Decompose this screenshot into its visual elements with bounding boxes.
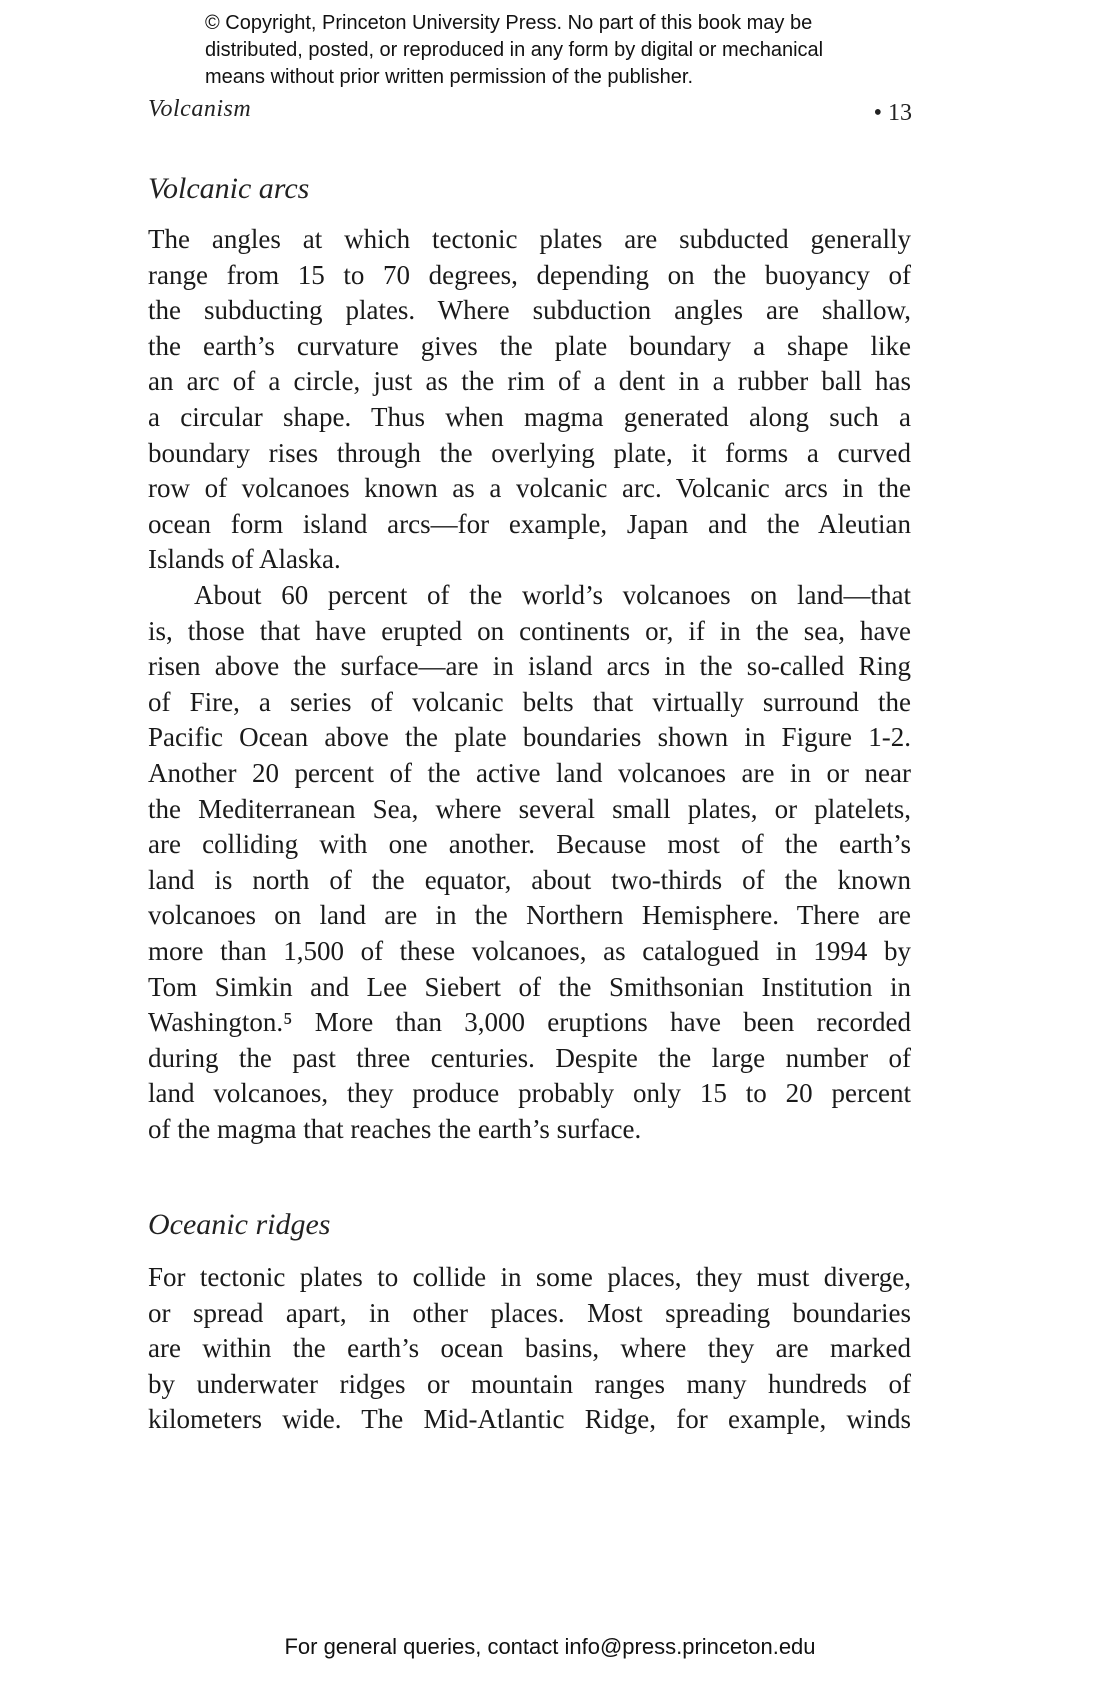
text-line: the subducting plates. Where subduction angles are shallow, (148, 295, 911, 326)
text-line: of the magma that reaches the earth’s surface. (148, 1113, 642, 1144)
text-line: Tom Simkin and Lee Siebert of the Smithsonian Institution in (148, 971, 911, 1002)
text-line: by underwater ridges or mountain ranges many hundreds of (148, 1368, 911, 1399)
text-line: are within the earth’s ocean basins, where they are marked (148, 1333, 911, 1364)
text-line: land volcanoes, they produce probably only 15 to 20 percent (148, 1078, 911, 1109)
text-line: ocean form island arcs—for example, Japan and the Aleutian (148, 508, 911, 539)
copyright-notice (205, 10, 965, 91)
text-line: the earth’s curvature gives the plate boundary a shape like (148, 330, 911, 361)
text-line: or spread apart, in other places. Most spreading boundaries (148, 1297, 911, 1328)
text-line: the Mediterranean Sea, where several small plates, or platelets, (148, 793, 911, 824)
copyright-line: © Copyright, Princeton University Press. No part of this book may be (205, 12, 813, 34)
page-number: • 13 (873, 100, 912, 126)
text-line: volcanoes on land are in the Northern Hemisphere. There are (148, 900, 911, 931)
paragraph-oceanic-ridges-1 (148, 1260, 911, 1438)
text-line: more than 1,500 of these volcanoes, as catalogued in 1994 by (148, 935, 911, 966)
text-line: a circular shape. Thus when magma generated along such a (148, 401, 911, 432)
paragraph-volcanic-arcs-2 (148, 578, 911, 1148)
text-line: are colliding with one another. Because most of the earth’s (148, 829, 911, 860)
text-line: is, those that have erupted on continents or, if in the sea, have (148, 615, 911, 646)
paragraph-volcanic-arcs-1 (148, 222, 911, 578)
footer-contact: For general queries, contact info@press.princeton.edu (284, 1634, 816, 1659)
copyright-line: means without prior written permission of the publisher. (205, 66, 694, 88)
text-line: Pacific Ocean above the plate boundaries shown in Figure 1-2. (148, 722, 911, 753)
text-line: Washington.⁵ More than 3,000 eruptions have been recorded (148, 1007, 911, 1038)
text-line: land is north of the equator, about two-thirds of the known (148, 864, 911, 895)
text-line: Another 20 percent of the active land volcanoes are in or near (148, 757, 911, 788)
text-line: row of volcanoes known as a volcanic arc. Volcanic arcs in the (148, 473, 911, 504)
text-line: range from 15 to 70 degrees, depending on the buoyancy of (148, 259, 911, 290)
text-line: For tectonic plates to collide in some places, they must diverge, (148, 1262, 911, 1292)
text-line: boundary rises through the overlying plate, it forms a curved (148, 437, 911, 468)
text-line: during the past three centuries. Despite the large number of (148, 1042, 911, 1073)
text-line: of Fire, a series of volcanic belts that virtually surround the (148, 686, 911, 717)
section-heading-oceanic-ridges: Oceanic ridges (148, 1208, 331, 1241)
section-heading-volcanic-arcs: Volcanic arcs (148, 172, 310, 205)
running-head-chapter-title: Volcanism (148, 96, 252, 122)
text-line: kilometers wide. The Mid-Atlantic Ridge, for example, winds (148, 1404, 911, 1435)
text-line: About 60 percent of the world’s volcanoes on land—that (194, 580, 911, 610)
text-line: an arc of a circle, just as the rim of a dent in a rubber ball has (148, 366, 911, 397)
text-line: The angles at which tectonic plates are subducted generally (148, 224, 911, 254)
copyright-line: distributed, posted, or reproduced in any form by digital or mechanical (205, 39, 824, 61)
text-line: risen above the surface—are in island arcs in the so-called Ring (148, 651, 911, 682)
text-line: Islands of Alaska. (148, 544, 341, 575)
